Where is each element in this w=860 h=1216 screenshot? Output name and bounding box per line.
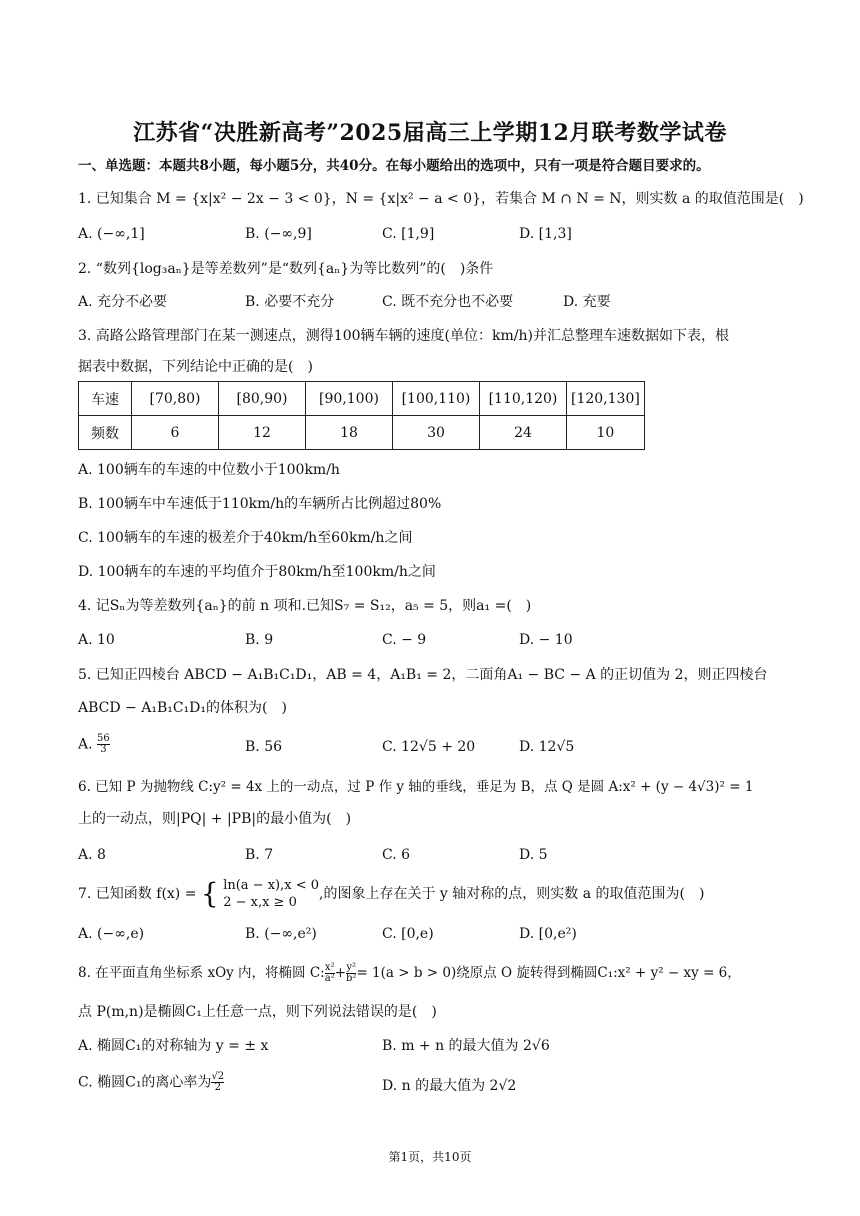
table-cell: 车速: [79, 382, 132, 416]
table-cell: 12: [219, 416, 306, 450]
q6-option-d: D. 5: [519, 847, 548, 863]
denominator: b²: [346, 973, 357, 984]
q3-option-a: A. 100辆车的车速的中位数小于100km/h: [78, 462, 340, 478]
q5-stem-line2: ABCD − A₁B₁C₁D₁的体积为( ): [78, 700, 287, 716]
q8-option-d: D. n 的最大值为 2√2: [382, 1078, 517, 1094]
piecewise-cases: [223, 877, 319, 911]
q5-option-c: C. 12√5 + 20: [382, 739, 476, 755]
q7-option-d: D. [0,e²): [519, 926, 577, 942]
option-text: C. 椭圆C₁的离心率为: [78, 1074, 212, 1091]
q7-prefix: 7. 已知函数 f(x) =: [78, 886, 197, 902]
fraction-y: [346, 963, 356, 984]
q6-stem-line2: 上的一动点，则|PQ| + |PB|的最小值为( ): [78, 811, 352, 827]
q3-option-b: B. 100辆车中车速低于110km/h的车辆所占比例超过80%: [78, 496, 442, 512]
q1-option-b: B. (−∞,9]: [245, 226, 312, 242]
q4-option-d: D. − 10: [519, 632, 573, 648]
case-1: ln(a − x),x < 0: [223, 878, 319, 893]
numerator: 56: [97, 733, 110, 744]
table-cell: [80,90): [219, 382, 306, 416]
q5-option-d: D. 12√5: [519, 739, 575, 755]
q1-option-c: C. [1,9]: [382, 226, 435, 242]
q6-stem-line1: 6. 已知 P 为抛物线 C:y² = 4x 上的一动点，过 P 作 y 轴的垂线，垂足为 B，点 Q 是圆 A:x² + (y − 4√3)² = 1: [78, 779, 754, 795]
q4-option-b: B. 9: [245, 632, 274, 648]
denominator: 2: [214, 1082, 221, 1093]
q7-stem: [78, 876, 704, 912]
table-cell: 24: [480, 416, 567, 450]
table-cell: 6: [132, 416, 219, 450]
brace-glyph: {: [200, 877, 219, 910]
q3-stem-line1: 3. 高路公路管理部门在某一测速点，测得100辆车辆的速度(单位：km/h)并汇总整理车速数据如下表，根: [78, 328, 729, 344]
table-cell: 频数: [79, 416, 132, 450]
q8-stem-part1: 8. 在平面直角坐标系 xOy 内，将椭圆 C:: [78, 965, 325, 981]
q1-option-a: A. (−∞,1]: [78, 226, 145, 242]
q2-option-b: B. 必要不充分: [245, 294, 335, 310]
q4-stem: 4. 记Sₙ为等差数列{aₙ}的前 n 项和.已知S₇ = S₁₂，a₅ = 5，则a₁ =( ): [78, 598, 532, 614]
q2-option-c: C. 既不充分也不必要: [382, 294, 514, 310]
table-cell: 10: [567, 416, 645, 450]
table-cell: [120,130]: [567, 382, 645, 416]
q6-option-b: B. 7: [245, 847, 274, 863]
q7-option-a: A. (−∞,e): [78, 926, 145, 942]
section-heading: 一、单选题：本题共8小题，每小题5分，共40分。在每小题给出的选项中，只有一项是符合题目要求的。: [78, 158, 710, 174]
table-row: [79, 382, 645, 416]
table-cell: [110,120): [480, 382, 567, 416]
table-cell: 18: [306, 416, 393, 450]
denominator: 3: [100, 744, 107, 755]
table-cell: [70,80): [132, 382, 219, 416]
q7-option-c: C. [0,e): [382, 926, 434, 942]
table-row: [79, 416, 645, 450]
speed-frequency-table: [78, 381, 645, 450]
q5-stem-line1: 5. 已知正四棱台 ABCD − A₁B₁C₁D₁，AB = 4，A₁B₁ = 2，二面角A₁ − BC − A 的正切值为 2，则正四棱台: [78, 667, 768, 683]
fraction: [211, 1072, 224, 1093]
q7-option-b: B. (−∞,e²): [245, 926, 317, 942]
exam-title: 江苏省“决胜新高考”2025届高三上学期12月联考数学试卷: [133, 120, 727, 146]
q4-option-c: C. − 9: [382, 632, 427, 648]
fraction-x: [325, 963, 335, 984]
q5-option-a: [78, 734, 110, 755]
q6-option-a: A. 8: [78, 847, 106, 863]
denominator: a²: [324, 973, 335, 984]
q6-option-c: C. 6: [382, 847, 411, 863]
q1-option-d: D. [1,3]: [519, 226, 572, 242]
q8-stem-line2: 点 P(m,n)是椭圆C₁上任意一点，则下列说法错误的是( ): [78, 1004, 437, 1020]
q5-option-b: B. 56: [245, 739, 283, 755]
page-footer: 第1页，共10页: [388, 1150, 472, 1164]
table-cell: [90,100): [306, 382, 393, 416]
table-cell: 30: [393, 416, 480, 450]
q7-suffix: ,的图象上存在关于 y 轴对称的点，则实数 a 的取值范围为( ): [319, 886, 705, 902]
q3-option-c: C. 100辆车的车速的极差介于40km/h至60km/h之间: [78, 530, 413, 546]
q8-option-b: B. m + n 的最大值为 2√6: [382, 1038, 550, 1054]
q3-option-d: D. 100辆车的车速的平均值介于80km/h至100km/h之间: [78, 564, 436, 580]
q1-stem: 1. 已知集合 M = {x|x² − 2x − 3 < 0}，N = {x|x² − a < 0}，若集合 M ∩ N = N，则实数 a 的取值范围是( ): [78, 191, 804, 207]
numerator: y²: [346, 962, 357, 973]
option-label: A.: [78, 736, 93, 753]
numerator: x²: [324, 962, 335, 973]
fraction: [97, 734, 110, 755]
q8-option-c: [78, 1072, 224, 1093]
q2-stem: 2. “数列{log₃aₙ}是等差数列”是“数列{aₙ}为等比数列”的( )条件: [78, 261, 494, 277]
q3-stem-line2: 据表中数据，下列结论中正确的是( ): [78, 359, 313, 375]
q8-option-a: A. 椭圆C₁的对称轴为 y = ± x: [78, 1038, 269, 1054]
q2-option-a: A. 充分不必要: [78, 294, 168, 310]
q8-stem-line1: 8. 在平面直角坐标系 xOy 内，将椭圆 C: $\frac{\text{x²}}{\text{a²}}$ + $\frac{\text{y²}}{\text{b²}}$ = 1(a > b > 0)绕原点 O 旋转得到椭圆C₁:x² + y² − xy = 6，: [78, 962, 741, 984]
q4-option-a: A. 10: [78, 632, 115, 648]
q2-option-d: D. 充要: [563, 294, 611, 310]
numerator: √2: [211, 1071, 225, 1082]
q8-stem-part2: = 1(a > b > 0)绕原点 O 旋转得到椭圆C₁:x² + y² − xy = 6，: [356, 965, 741, 981]
case-2: 2 − x,x ≥ 0: [223, 895, 297, 910]
table-cell: [100,110): [393, 382, 480, 416]
